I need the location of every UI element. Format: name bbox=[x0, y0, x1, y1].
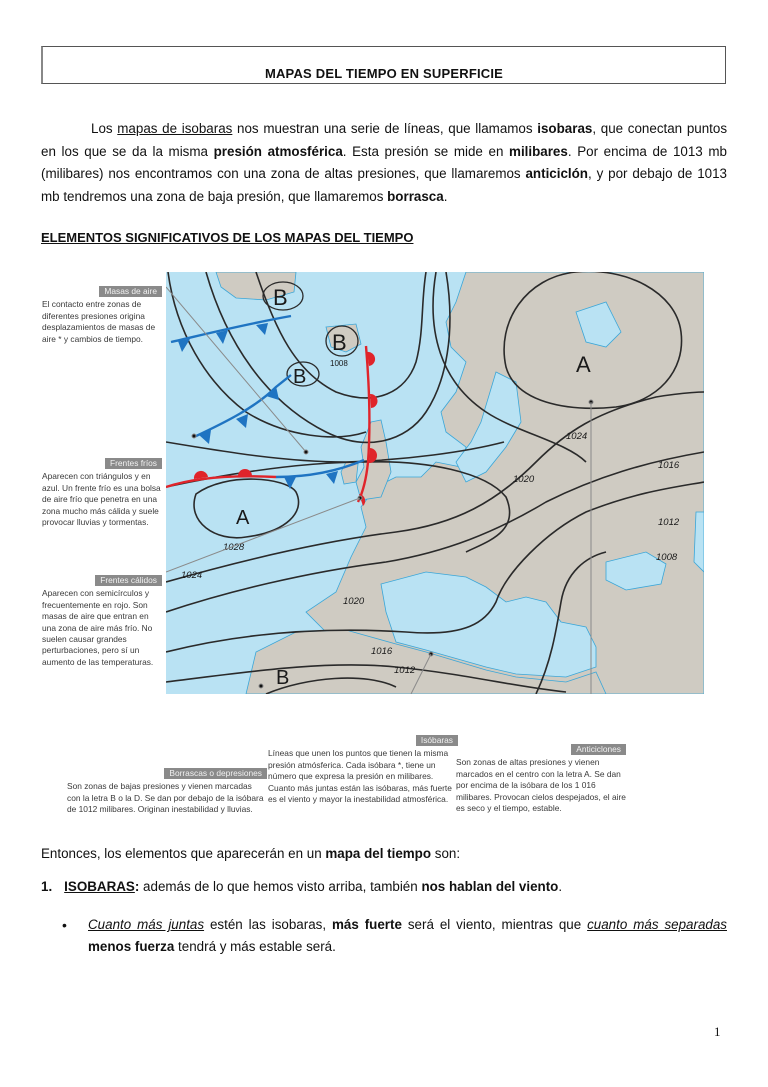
section-heading: ELEMENTOS SIGNIFICATIVOS DE LOS MAPAS DEL TIEMPO bbox=[41, 230, 414, 245]
callout-text: Líneas que unen los puntos que tienen la misma presión atmósferica. Cada isóbara *, tiene un número que expresa la presión en milibares. Cuanto más juntas están las isóbaras, más fuerte es el viento y mayor la inestabilidad atmosférica. bbox=[268, 748, 452, 805]
title-box bbox=[41, 46, 726, 84]
text: . Por encima de 1013 mb (milibares) nos encontramos con una zona de altas presiones, que llamaremos bbox=[41, 143, 727, 181]
text: Cuanto más juntas bbox=[88, 917, 205, 932]
low-pressure-label: B bbox=[273, 285, 288, 310]
term-viento: nos hablan del viento bbox=[421, 879, 559, 894]
conclusion-paragraph bbox=[41, 846, 460, 861]
callout-tag: Masas de aire bbox=[99, 286, 162, 297]
text: . bbox=[558, 879, 563, 894]
term-borrasca: borrasca bbox=[387, 188, 444, 204]
callout-isobaras bbox=[268, 735, 458, 805]
mapas-isobaras-term: mapas de isobaras bbox=[117, 121, 233, 136]
text: tendrá y más estable será. bbox=[174, 939, 336, 954]
callout-anticiclones bbox=[456, 744, 626, 814]
term-isobaras: isobaras bbox=[537, 121, 593, 136]
svg-text:1016: 1016 bbox=[371, 646, 393, 657]
callout-text: Aparecen con triángulos y en azul. Un frente frío es una bolsa de aire frío que penetra en una zona mucho más cálida y suele provocar lluvias y tormentas. bbox=[42, 471, 161, 528]
callout-tag: Anticiclones bbox=[571, 744, 626, 755]
svg-text:1016: 1016 bbox=[658, 460, 680, 471]
low-pressure-label: B bbox=[276, 667, 290, 689]
callout-tag: Frentes cálidos bbox=[95, 575, 162, 586]
isobar-value: 1008 bbox=[330, 359, 348, 368]
term-anticiclon: anticiclón bbox=[525, 166, 588, 181]
callout-text: Aparecen con semicírculos y frecuentemente en rojo. Son masas de aire que entran en una zona de aire más frío. No suelen causar grandes perturbaciones, pero sí un aumento de las temperaturas. bbox=[42, 588, 154, 667]
callout-text: El contacto entre zonas de diferentes presiones origina desplazamientos de masas de aire * y cambios de tiempo. bbox=[42, 299, 156, 344]
term-presion: presión atmosférica bbox=[213, 143, 343, 159]
callout-tag: Borrascas o depresiones bbox=[164, 768, 267, 779]
svg-text:1024: 1024 bbox=[181, 570, 203, 581]
bullet-text bbox=[88, 914, 727, 958]
text: . Esta presión se mide en bbox=[342, 143, 510, 159]
low-pressure-label: B bbox=[332, 330, 347, 355]
weather-map bbox=[166, 272, 704, 694]
map-graphic bbox=[166, 272, 704, 694]
weather-map-figure bbox=[42, 272, 710, 842]
bullet-item bbox=[62, 914, 727, 958]
callout-tag: Frentes fríos bbox=[105, 458, 162, 469]
text: cuanto más separadas bbox=[587, 917, 727, 932]
svg-text:1020: 1020 bbox=[513, 474, 535, 485]
callout-text: Son zonas de bajas presiones y vienen marcadas con la letra B o la D. Se dan por debajo de la isóbara de 1012 milibares. Originan inestabilidad y lluvias. bbox=[67, 781, 264, 815]
high-pressure-label: A bbox=[576, 352, 591, 377]
svg-text:1008: 1008 bbox=[656, 552, 678, 563]
text: será el viento, mientras que bbox=[401, 917, 588, 932]
callout-frentes-calidos bbox=[42, 575, 162, 668]
text: además de lo que hemos visto arriba, también bbox=[139, 879, 422, 894]
svg-text:1012: 1012 bbox=[658, 517, 680, 528]
high-pressure-label: A bbox=[236, 507, 250, 529]
text: , que conectan puntos en los que se da la misma bbox=[41, 121, 728, 159]
page-number: 1 bbox=[714, 1024, 721, 1039]
text: : bbox=[134, 879, 140, 894]
low-pressure-label: B bbox=[293, 366, 307, 388]
text: son: bbox=[431, 846, 461, 861]
list-item-isobaras bbox=[41, 879, 562, 894]
svg-text:1012: 1012 bbox=[394, 665, 416, 676]
text: estén las isobaras, bbox=[204, 917, 332, 932]
callout-tag: Isóbaras bbox=[416, 735, 458, 746]
callout-text: Son zonas de altas presiones y vienen marcados en el centro con la letra A. Se dan por encima de la isóbara de los 1 016 milibares. Provocan cielos despejados, el aire es seco y el tiempo, estable. bbox=[456, 757, 626, 814]
text: nos muestran una serie de líneas, que llamamos bbox=[232, 121, 538, 136]
callout-frentes-frios bbox=[42, 458, 162, 528]
intro-paragraph bbox=[41, 118, 727, 208]
svg-text:1020: 1020 bbox=[343, 596, 365, 607]
list-item-title: ISOBARAS bbox=[64, 879, 135, 894]
text: Los bbox=[91, 121, 118, 136]
text: . bbox=[443, 188, 448, 204]
term-mapa-tiempo: mapa del tiempo bbox=[325, 846, 432, 861]
callout-borrascas bbox=[67, 768, 267, 816]
bullet-icon: • bbox=[62, 917, 67, 933]
svg-text:1024: 1024 bbox=[566, 431, 588, 442]
text: menos fuerza bbox=[88, 939, 175, 954]
callout-masas-aire bbox=[42, 286, 162, 345]
text: Entonces, los elementos que aparecerán en un bbox=[41, 846, 326, 861]
text: más fuerte bbox=[331, 917, 402, 932]
list-number: 1. bbox=[41, 879, 53, 894]
text: , y por debajo de 1013 mb tendremos una zona de baja presión, que llamaremos bbox=[41, 166, 727, 204]
svg-text:1028: 1028 bbox=[223, 542, 245, 553]
term-milibares: milibares bbox=[509, 143, 568, 159]
page-title: MAPAS DEL TIEMPO EN SUPERFICIE bbox=[264, 66, 504, 81]
